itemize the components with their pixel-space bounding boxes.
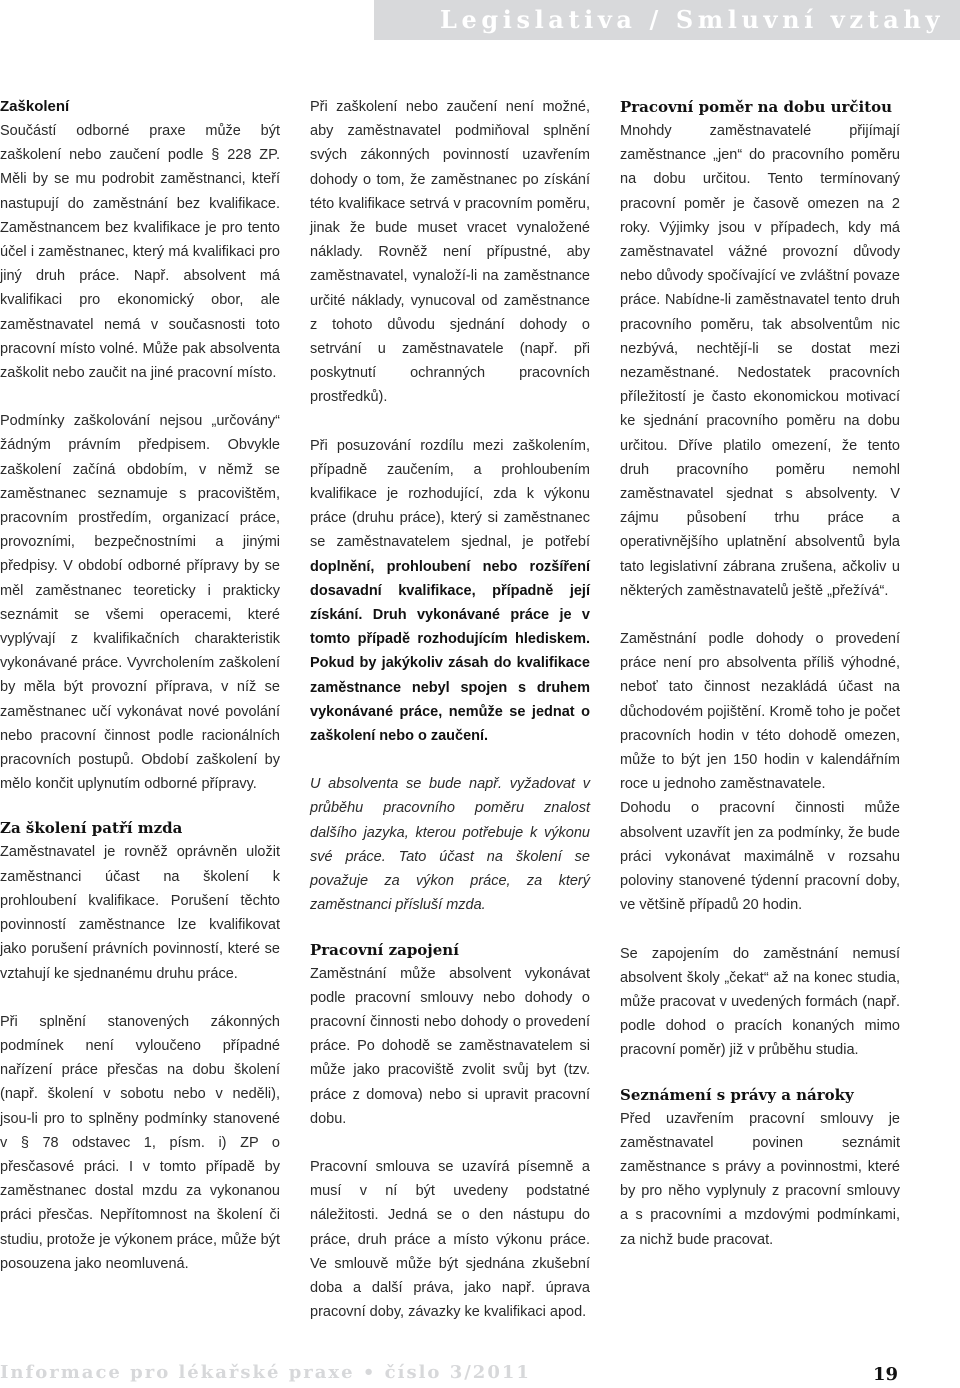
paragraph: Mnohdy zaměstnavatelé přijímají zaměstnance „jen“ do pracovního poměru na dobu určitou. Tento termínovaný pracovní poměr je časově omezen na 2 roky. Výjimky jsou v případech, kdy má zaměstnavatel vážné provozní důvody nebo důvody spočívající ve zvláštní povaze práce. Nabídne-li zaměstnavatel tento druh pracovního poměru, tak absolventům nic nezbývá, nechtějí-li se dostat mezi nezaměstnané. Nedostatek pracovních příležitostí je často ekonomickou motivací ke sjednání pracovního poměru na dobu určitou. Dříve platilo omezení, že tento druh pracovního poměru nemohl zaměstnavatel sjednat s absolventy. V zájmu působení trhu práce a operativnějšího uplatnění absolventů byla tato legislativní zábrana zrušena, ačkoliv u některých zaměstnavatelů ještě „přežívá“. [620, 123, 900, 599]
paragraph: Zaměstnání může absolvent vykonávat podle pracovní smlouvy nebo dohody o pracovní činnosti nebo dohody o provedení práce. Po dohodě se zaměstnavatelem si může jako pracoviště zvolit svůj byt (tzv. práce z domova) nebo si upravit pracovní dobu. [310, 965, 590, 1127]
footer [0, 1360, 960, 1388]
paragraph: Při zaškolení nebo zaučení není možné, aby zaměstnavatel podmiňoval splnění svých zákonných povinností uzavřením dohody o tom, že zaměstnanec po získání této kvalifikace setrvá v pracovním poměru, jinak že bude muset vracet vynaložené náklady. Rovněž není přípustné, aby zaměstnavatel, vynaloží-li na zaměstnance určité náklady, vynucoval od zaměstnance z tohoto důvodu sjednání dohody o setrvání u zaměstnavatele (např. při poskytnutí ochranných pracovních prostředků). [310, 99, 590, 406]
paragraph: Podmínky zaškolování nejsou „určovány“ žádným právním předpisem. Obvykle zaškolení začíná obdobím, v němž se zaměstnanec seznamuje s pracovištěm, pracovním prostředím, organizací práce, provozními, bezpečnostními a jinými předpisy. V období odborné přípravy by se měl zaměstnanec teoreticky i prakticky seznámit se všemi operacemi, které vyplývají z kvalifikačních charakteristik vykonávané práce. Vyvrcholením zaškolení by měla být provozní příprava, v níž se zaměstnanec učí vykonávat nové povolání nebo pracovní činnost podle racionálních pracovních postupů. Období zaškolení by mělo končit uplynutím odborné přípravy. [0, 413, 280, 793]
paragraph: Zaměstnání podle dohody o provedení práce není pro absolventa příliš výhodné, neboť tato činnost nezakládá účast na důchodovém pojištění. Kromě toho je počet pracovních hodin v této dohodě omezen, může to být jen 150 hodin v kalendářním roce u jednoho zaměstnavatele. [620, 631, 900, 793]
column-1 [0, 95, 280, 1300]
paragraph: Dohodu o pracovní činnosti může absolvent uzavřít jen za podmínky, že bude práci vykonávat maximálně v rozsahu poloviny stanovené týdenní pracovní doby, ve většině případů 20 hodin. [620, 800, 900, 914]
paragraph: Součástí odborné praxe může být zaškolení nebo zaučení podle § 228 ZP. Měli by se mu podrobit zaměstnanci, kteří nastupují do zaměstnání bez kvalifikace. Zaměstnancem bez kvalifikace je pro tento účel i zaměstnanec, který má kvalifikaci pro jiný druh práce. Např. absolvent má kvalifikaci pro ekonomický obor, ale zaměstnavatel nemá v současnosti toto pracovní místo volné. Může pak absolventa zaškolit nebo zaučit na jiné pracovní místo. [0, 123, 280, 382]
paragraph-text: Při posuzování rozdílu mezi zaškolením, případně zaučením, a prohloubením kvalifikace je rozhodující, zda k výkonu práce (druhu práce), který si zaměstnanec se zaměstnavatelem sjednal, je potřebí [310, 437, 590, 551]
column-2 [310, 95, 590, 1348]
heading-pracovni-zapojeni: Pracovní zapojení [310, 940, 459, 959]
column-3 [620, 95, 900, 1276]
heading-za-skoleni-patri-mzda: Za školení patří mzda [0, 819, 183, 838]
heading-seznameni-s-pravy-a-naroky: Seznámení s právy a nároky [620, 1085, 854, 1104]
paragraph: Pracovní smlouva se uzavírá písemně a musí v ní být uvedeny podstatné náležitosti. Jedná se o den nástupu do práce, druh práce a místo výkonu práce. Ve smlouvě může být sjednána zkušební doba a další práva, jako např. úprava pracovní doby, závazky ke kvalifikaci apod. [310, 1158, 590, 1321]
paragraph: Před uzavřením pracovní smlouvy je zaměstnavatel povinen seznámit zaměstnance s právy a povinnostmi, které by pro něho vyplynuly z pracovní smlouvy a s pracovními a mzdovými podmínkami, za nichž bude pracovat. [620, 1110, 900, 1248]
paragraph: Při splnění stanovených zákonných podmínek není vyloučeno případné nařízení práce přesčas na dobu školení (např. školení v sobotu nebo v neděli), jsou-li pro to splněny podmínky stanovené v § 78 odstavec 1, písm. i) ZP o přesčasové práci. I v tomto případě by zaměstnanec dostal mzdu za vykonanou práci přesčas. Nepřítomnost na školení či studiu, protože je výkonem práce, může být posouzena jako neomluvená. [0, 1013, 280, 1272]
heading-pracovni-pomer-na-dobu-urcitou: Pracovní poměr na dobu určitou [620, 98, 893, 116]
paragraph: Se zapojením do zaměstnání nemusí absolvent školy „čekat“ až na konec studia, může pracovat v uvedených formách (např. podle dohod o pracích konaných mimo pracovní poměr) již v průběhu studia. [620, 945, 900, 1059]
heading-zaskoleni: Zaškolení [0, 98, 70, 115]
paragraph-mixed [310, 434, 590, 749]
section-title: Legislativa / Smluvní vztahy [440, 5, 944, 34]
header-bar [374, 0, 960, 40]
page-number: 19 [872, 1364, 898, 1385]
paragraph-bold-text: doplnění, prohloubení nebo rozšíření dosavadní kvalifikace, případně její získání. Druh vykonávané práce je v tomto případě rozhodujícím hlediskem. Pokud by jakýkoliv zásah do kvalifikace zaměstnance nebyl spojen s druhem vykonávané práce, nemůže se jednat o zaškolení nebo o zaučení. [310, 558, 590, 745]
footer-publication: Informace pro lékařské praxe • číslo 3/2011 [0, 1362, 531, 1383]
paragraph-italic: U absolventa se bude např. vyžadovat v průběhu pracovního poměru znalost dalšího jazyka, kterou potřebuje k výkonu své práce. Tato účast na školení se považuje za výkon práce, za který zaměstnanci přísluší mzda. [310, 776, 590, 914]
paragraph: Zaměstnavatel je rovněž oprávněn uložit zaměstnanci účast na školení k prohloubení kvalifikace. Porušení těchto povinností zaměstnance lze kvalifikovat jako porušení právních povinností, které se vztahují ke sjednanému druhu práce. [0, 844, 280, 982]
